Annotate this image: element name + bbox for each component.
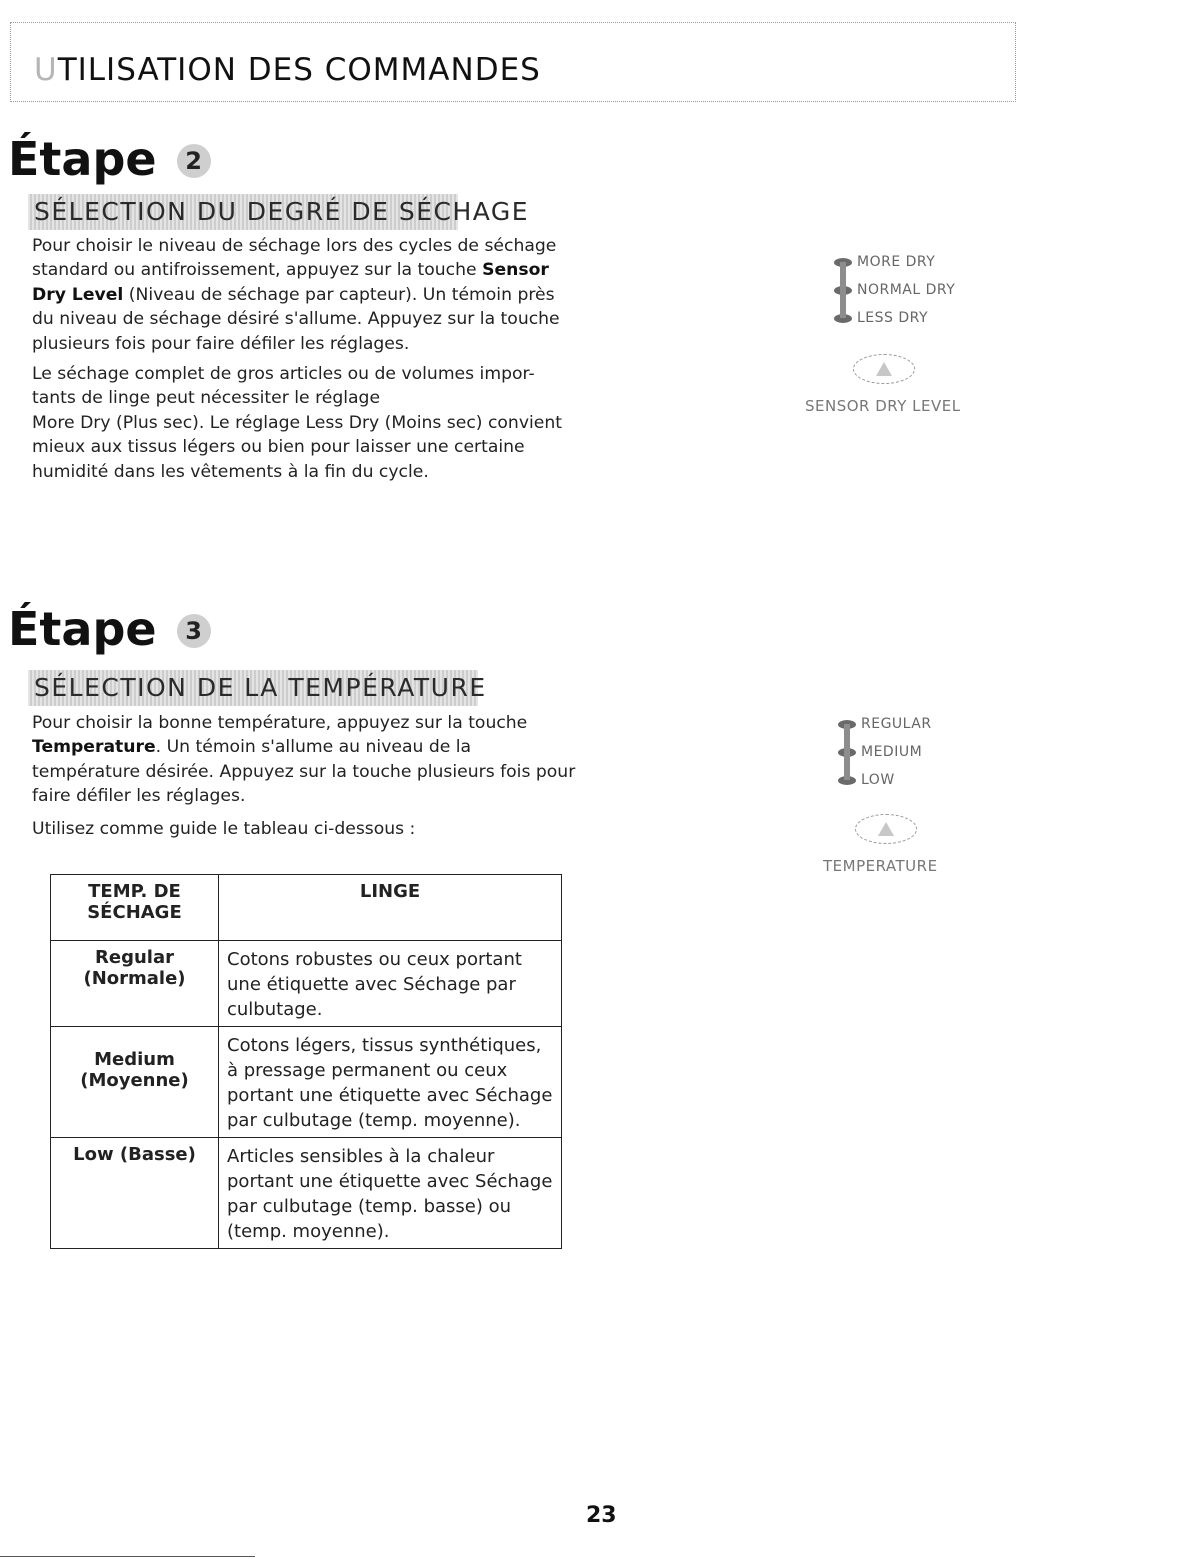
linge-cell: Cotons légers, tissus synthétiques, à pressage permanent ou ceux portant une étiquette avec Séchage par culbutage (temp. moyenne). <box>219 1027 562 1138</box>
indicator-low: LOW <box>838 766 958 794</box>
sensor-dry-level-button[interactable] <box>853 354 915 384</box>
temperature-indicators <box>838 710 958 794</box>
step-number-badge: 3 <box>177 614 211 648</box>
step-3-heading <box>8 602 211 656</box>
indicator-medium: MEDIUM <box>838 738 958 766</box>
table-row <box>51 1138 562 1249</box>
title-rest: TILISATION DES COMMANDES <box>57 52 541 88</box>
step-2-text: Pour choisir le niveau de séchage lors des cycles de séchage standard ou antifroissement, appuyez sur la touche Sensor Dry Level (Niveau de séchage par capteur). Un témoin près du niveau de séchage désiré s'allume. Appuyez sur la touche plusieurs fois pour faire défiler les réglages. Le séchage complet de gros articles ou de volumes impor- tants de linge peut nécessiter le réglage More Dry (Plus sec). Le réglage Less Dry (Moins sec) convient mieux aux tissus légers ou bien pour laisser une certaine humidité dans les vêtements à la fin du cycle. <box>32 236 562 482</box>
step-2-heading <box>8 132 211 186</box>
step-3-text: Pour choisir la bonne température, appuyez sur la touche Temperature. Un témoin s'allume au niveau de la température désirée. Appuyez sur la touche plusieurs fois pour faire défiler les réglages. Utilisez comme guide le tableau ci-dessous : <box>32 713 576 839</box>
linge-cell: Cotons robustes ou ceux portant une étiquette avec Séchage par culbutage. <box>219 941 562 1027</box>
dry-level-indicators <box>834 248 974 332</box>
header-temp: TEMP. DE SÉCHAGE <box>51 875 219 941</box>
step-2-banner: SÉLECTION DU DEGRÉ DE SÉCHAGE <box>28 194 458 230</box>
step-3-banner: SÉLECTION DE LA TEMPÉRATURE <box>28 670 478 706</box>
linge-cell: Articles sensibles à la chaleur portant une étiquette avec Séchage par culbutage (temp. basse) ou (temp. moyenne). <box>219 1138 562 1249</box>
footer-rule <box>0 1556 255 1557</box>
header-linge: LINGE <box>219 875 562 941</box>
temperature-guide-table <box>50 874 562 1249</box>
arrow-up-icon <box>876 362 892 376</box>
indicator-more-dry: MORE DRY <box>834 248 974 276</box>
indicator-normal-dry: NORMAL DRY <box>834 276 974 304</box>
arrow-up-icon <box>878 822 894 836</box>
temp-cell: Medium (Moyenne) <box>51 1027 219 1138</box>
temp-cell: Low (Basse) <box>51 1138 219 1249</box>
temperature-button[interactable] <box>855 814 917 844</box>
table-row <box>51 1027 562 1138</box>
step-word: Étape <box>8 132 157 186</box>
step-number-badge: 2 <box>177 144 211 178</box>
temp-cell: Regular (Normale) <box>51 941 219 1027</box>
section-title <box>34 52 541 88</box>
title-initial: U <box>34 52 58 88</box>
table-row <box>51 941 562 1027</box>
sensor-dry-level-label: SENSOR DRY LEVEL <box>805 397 961 415</box>
page-number: 23 <box>586 1503 617 1528</box>
indicator-less-dry: LESS DRY <box>834 304 974 332</box>
indicator-regular: REGULAR <box>838 710 958 738</box>
temperature-label: TEMPERATURE <box>823 857 938 875</box>
step-word: Étape <box>8 602 157 656</box>
table-header-row <box>51 875 562 941</box>
